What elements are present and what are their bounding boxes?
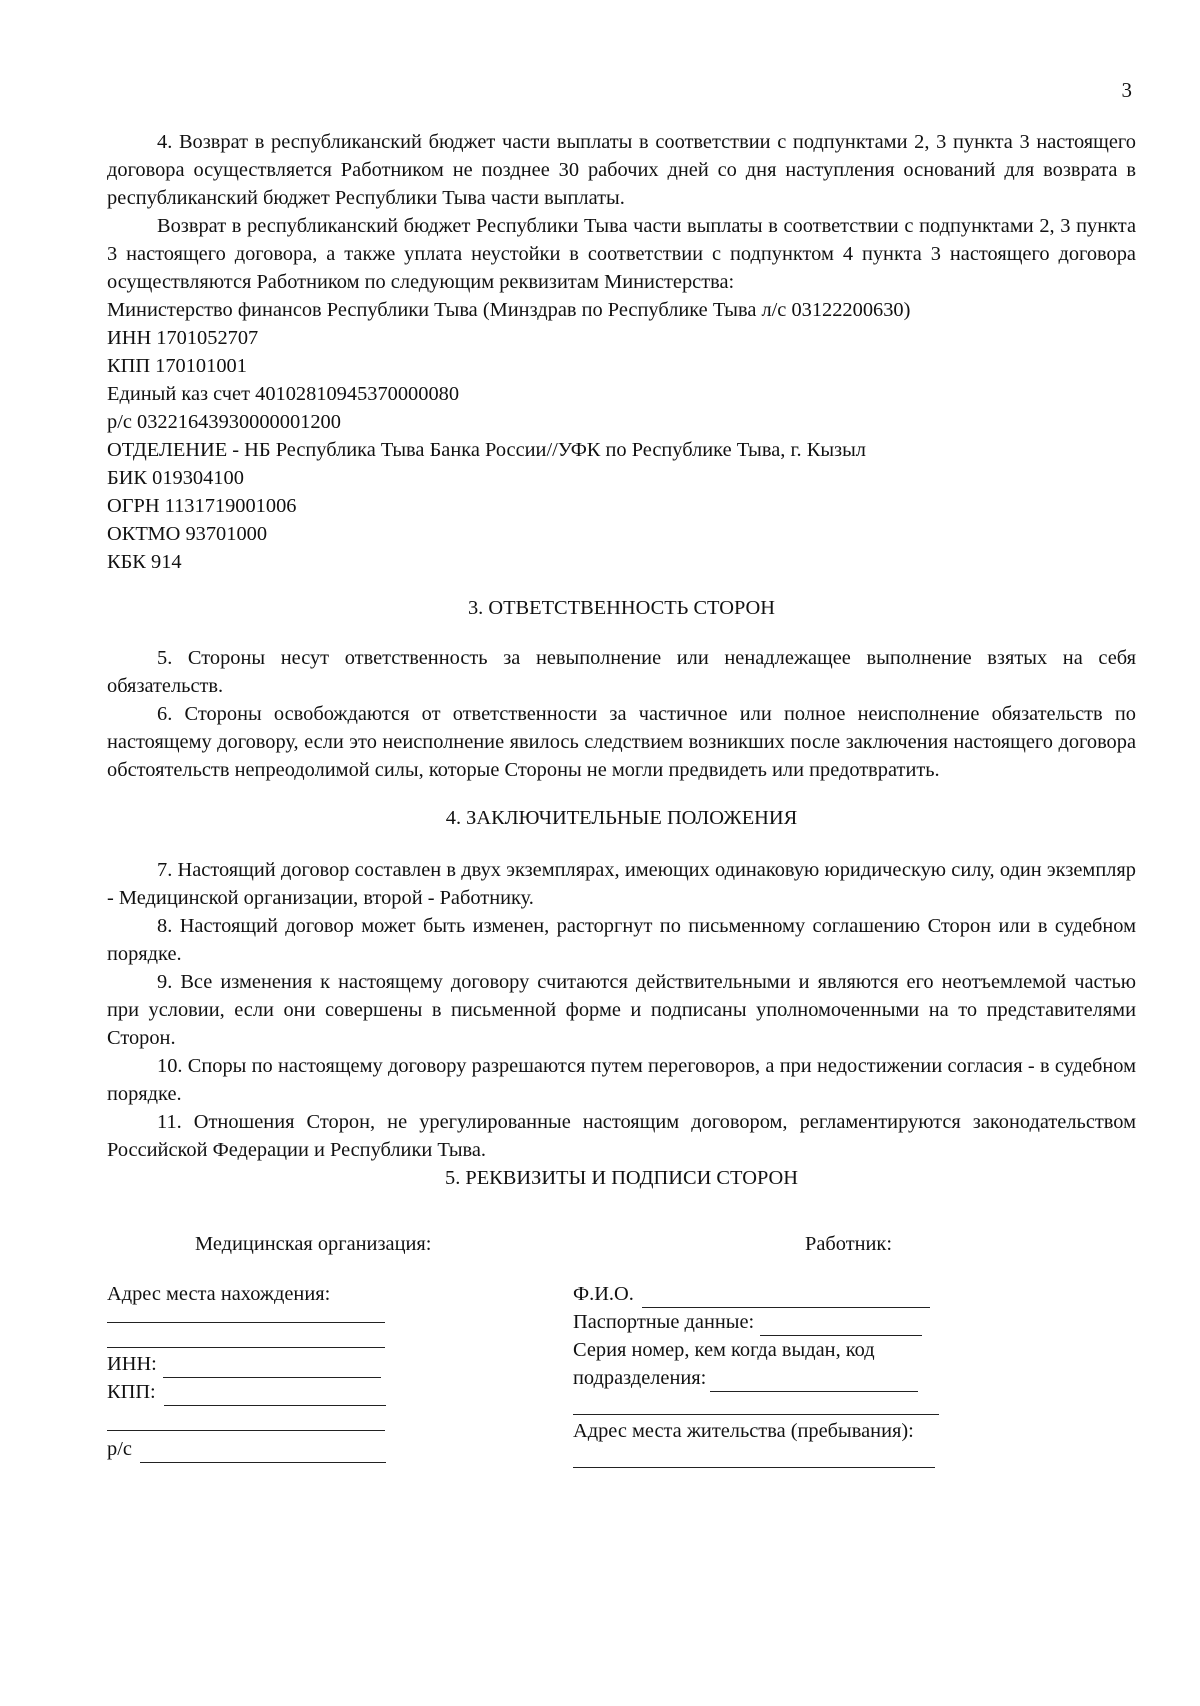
residence-label: Адрес места жительства (пребывания): — [573, 1420, 914, 1442]
paragraph-6: 6. Стороны освобождаются от ответственности за частичное или полное неисполнение обязательств по настоящему договору, если это неисполнение явилось следствием возникших после заключения настоящего договора обстоятельств непреодолимой силы, которые Стороны не могли предвидеть или предотвратить. — [107, 703, 1136, 781]
division-line-2[interactable] — [573, 1414, 939, 1415]
document-body — [107, 128, 1136, 1544]
medical-organization-title: Медицинская организация: — [195, 1233, 432, 1255]
kpp-row — [107, 1378, 527, 1406]
kpp-field[interactable] — [164, 1385, 386, 1406]
rs-row — [107, 1435, 527, 1463]
employee-column — [573, 1214, 1133, 1468]
paragraph-9: 9. Все изменения к настоящему договору считаются действительными и являются его неотъемлемой частью при условии, если они совершены в письменной форме и подписаны уполномоченными на то представителями Сторон. — [107, 971, 1136, 1049]
page-number: 3 — [1121, 78, 1132, 102]
requisite-inn: ИНН 1701052707 — [107, 327, 259, 349]
section-4-heading: 4. ЗАКЛЮЧИТЕЛЬНЫЕ ПОЛОЖЕНИЯ — [445, 807, 798, 829]
section-5-heading: 5. РЕКВИЗИТЫ И ПОДПИСИ СТОРОН — [445, 1167, 798, 1189]
series-row — [573, 1336, 1133, 1364]
passport-row — [573, 1308, 1133, 1336]
series-label: Серия номер, кем когда выдан, код — [573, 1339, 875, 1361]
address-line-1[interactable] — [107, 1322, 385, 1323]
paragraph-return-details: Возврат в республиканский бюджет Республики Тыва части выплаты в соответствии с подпунктами 2, 3 пункта 3 настоящего договора, а также уплата неустойки в соответствии с подпунктом 4 пункта 3 настоящего договора осуществляются Работником по следующим реквизитам Министерства: — [107, 215, 1136, 293]
fio-field[interactable] — [642, 1287, 930, 1308]
passport-label: Паспортные данные: — [573, 1311, 755, 1333]
requisite-bik: БИК 019304100 — [107, 467, 244, 489]
inn-row — [107, 1350, 527, 1378]
requisite-treasury-account: Единый каз счет 40102810945370000080 — [107, 383, 460, 405]
requisite-recipient: Министерство финансов Республики Тыва (Минздрав по Республике Тыва л/с 03122200630) — [107, 299, 911, 321]
requisite-bank: ОТДЕЛЕНИЕ - НБ Республика Тыва Банка России//УФК по Республике Тыва, г. Кызыл — [107, 439, 866, 461]
passport-field[interactable] — [760, 1315, 922, 1336]
division-row — [573, 1364, 1133, 1392]
rs-field[interactable] — [140, 1442, 386, 1463]
residence-line[interactable] — [573, 1467, 935, 1468]
address-line-2[interactable] — [107, 1347, 385, 1348]
fio-label: Ф.И.О. — [573, 1283, 634, 1305]
division-label: подразделения: — [573, 1367, 707, 1389]
kpp-label: КПП: — [107, 1381, 156, 1403]
requisite-kpp: КПП 170101001 — [107, 355, 247, 377]
requisite-oktmo: ОКТМО 93701000 — [107, 523, 268, 545]
paragraph-11: 11. Отношения Сторон, не урегулированные настоящим договором, регламентируются законодательством Российской Федерации и Республики Тыва. — [107, 1111, 1136, 1161]
medical-organization-column — [107, 1214, 527, 1463]
paragraph-8: 8. Настоящий договор может быть изменен, расторгнут по письменному соглашению Сторон или в судебном порядке. — [107, 915, 1136, 965]
requisite-ogrn: ОГРН 1131719001006 — [107, 495, 297, 517]
inn-label: ИНН: — [107, 1353, 157, 1375]
requisite-account: р/с 03221643930000001200 — [107, 411, 341, 433]
kpp-line-2[interactable] — [107, 1430, 385, 1431]
employee-title: Работник: — [805, 1233, 892, 1255]
paragraph-5: 5. Стороны несут ответственность за невыполнение или ненадлежащее выполнение взятых на себя обязательств. — [107, 647, 1136, 697]
paragraph-4: 4. Возврат в республиканский бюджет части выплаты в соответствии с подпунктами 2, 3 пункта 3 настоящего договора осуществляется Работником не позднее 30 рабочих дней со дня наступления оснований для возврата в республиканский бюджет Республики Тыва части выплаты. — [107, 131, 1136, 209]
paragraph-7: 7. Настоящий договор составлен в двух экземплярах, имеющих одинаковую юридическую силу, один экземпляр - Медицинской организации, второй - Работнику. — [107, 859, 1136, 909]
section-3-heading: 3. ОТВЕТСТВЕННОСТЬ СТОРОН — [467, 597, 776, 619]
residence-row — [573, 1417, 1133, 1445]
address-label: Адрес места нахождения: — [107, 1283, 331, 1305]
requisite-kbk: КБК 914 — [107, 551, 182, 573]
paragraph-10: 10. Споры по настоящему договору разрешаются путем переговоров, а при недостижении согласия - в судебном порядке. — [107, 1055, 1136, 1105]
fio-row — [573, 1280, 1133, 1308]
ministry-requisites — [107, 296, 1136, 576]
rs-label: р/с — [107, 1438, 132, 1460]
inn-field[interactable] — [163, 1357, 381, 1378]
division-field[interactable] — [710, 1371, 918, 1392]
signatures-block — [107, 1214, 1136, 1544]
